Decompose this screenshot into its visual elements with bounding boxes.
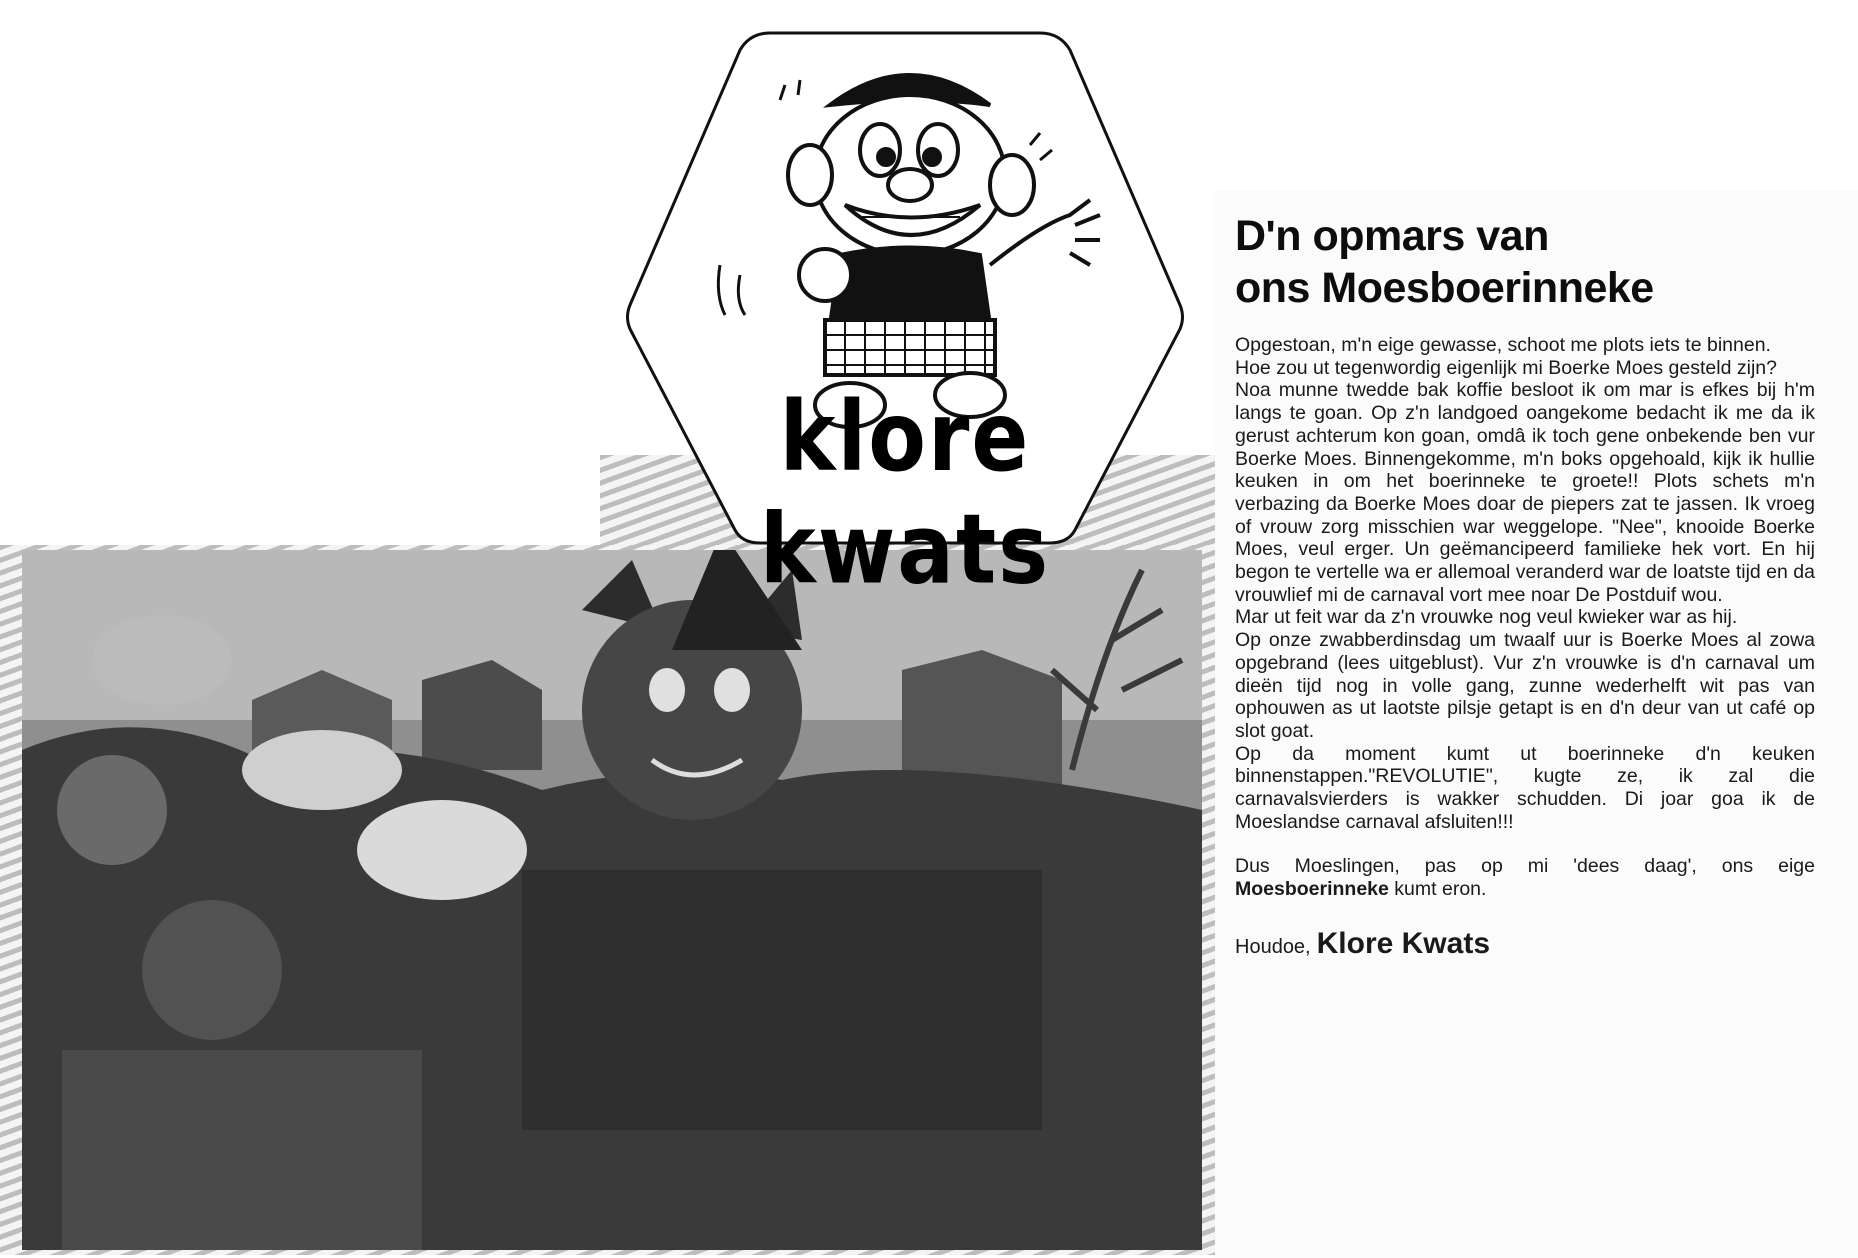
signature bbox=[1235, 927, 1815, 961]
paragraph-2: Hoe zou ut tegenwordig eigenlijk mi Boerke Moes gesteld zijn? bbox=[1235, 356, 1777, 379]
carnival-parade-photo bbox=[22, 550, 1202, 1250]
carnival-photo-illustration bbox=[22, 550, 1202, 1250]
paragraph-spacer bbox=[1235, 833, 1815, 855]
closing-text-end: kumt eron. bbox=[1388, 878, 1487, 901]
closing-paragraph bbox=[1235, 855, 1815, 900]
article-title bbox=[1235, 210, 1815, 314]
signature-name: Klore Kwats bbox=[1316, 926, 1491, 960]
paragraph-1: Opgestoan, m'n eige gewasse, schoot me plots iets te binnen. bbox=[1235, 334, 1771, 356]
logo-wordmark: klore kwats bbox=[759, 380, 1051, 606]
paragraph-5: Op onze zwabberdinsdag um twaalf uur is Boerke Moes al zowa opgebrand (lees uitgeblust). Vur z'n vrouwke is d'n carnaval um dieën tijd nog in volle gang, zunne wederhelft wit pas van ophouwen as ut laotste pilsje getapt is en d'n deur van ut café op slot goat. bbox=[1235, 629, 1815, 742]
closing-text-start: Dus Moeslingen, pas op mi 'dees daag', ons eige bbox=[1235, 855, 1815, 878]
paragraph-4: Mar ut feit war da z'n vrouwke nog veul kwieker war as hij. bbox=[1235, 606, 1738, 629]
klore-kwats-logo bbox=[620, 25, 1190, 606]
closing-text-bold: Moesboerinneke bbox=[1235, 878, 1389, 901]
signature-prefix: Houdoe, bbox=[1235, 935, 1311, 958]
paragraph-3: Noa munne twedde bak koffie besloot ik om mar is efkes bij h'm langs te goan. Op z'n landgoed oangekome bedacht ik me da ik gerust achterum kon goan, omdâ ik toch gene onbekende ben vur Boerke Moes. Binnengekomme, m'n boks opgehoald, kijk ik hullie keuken in om het boerinneke te groete!! Plots schets m'n verbazing da Boerke Moes doar de piepers zat te jassen. Ik vroeg of vrouw zorg misschien war weggelope. "Nee", knooide Boerke Moes, veul erger. Un geëmancipeerd familieke hek vort. En hij begon te vertelle wa er allemoal veranderd war de loatste tijd en da vrouwlief mi de carnaval vort mee noar De Postduif wou. bbox=[1235, 379, 1815, 606]
article-title-line-1: D'n opmars van bbox=[1235, 212, 1549, 260]
article-title-line-2: ons Moesboerinneke bbox=[1235, 264, 1654, 312]
paragraph-6: Op da moment kumt ut boerinneke d'n keuken binnenstappen."REVOLUTIE", kugte ze, ik zal die carnavalsvierders is wakker schudden. Di joar goa ik de Moeslandse carnaval afsluiten!!! bbox=[1235, 742, 1815, 833]
article bbox=[1235, 210, 1815, 961]
